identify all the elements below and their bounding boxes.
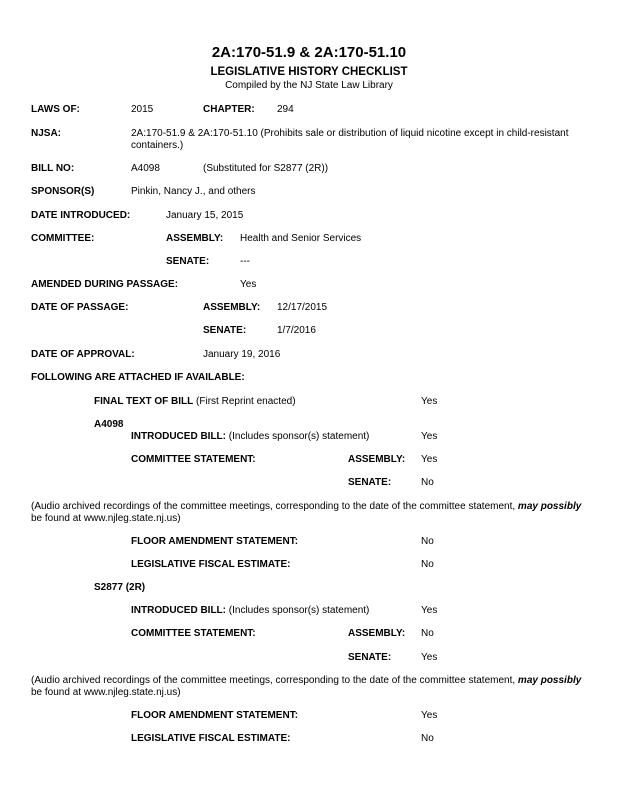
bill-b-audio-note-emphasis: may possibly [517,675,582,686]
bill-no-value: A4098 [131,163,160,174]
approval-value: January 19, 2016 [203,349,281,360]
bill-a-floor-label: FLOOR AMENDMENT STATEMENT: [131,536,299,547]
bill-no-substituted: (Substituted for S2877 (2R)) [203,163,329,174]
final-text-note: (First Reprint enacted) [196,396,296,407]
bill-b-introduced-note: (Includes sponsor(s) statement) [228,605,370,616]
bill-a-audio-note-text: (Audio archived recordings of the committee meetings, corresponding to the date of the committee statement, [31,501,516,512]
bill-b-senate-label: SENATE: [348,652,392,663]
final-text-label: FINAL TEXT OF BILL [94,396,194,407]
bill-a-senate-label: SENATE: [348,477,392,488]
bill-b-senate-value: Yes [421,652,438,663]
bill-b-floor-label: FLOOR AMENDMENT STATEMENT: [131,710,299,721]
njsa-label: NJSA: [31,128,62,139]
committee-senate-label: SENATE: [166,256,210,267]
chapter-value: 294 [277,104,294,115]
passage-assembly-value: 12/17/2015 [277,302,328,313]
bill-a-introduced-row [131,431,369,443]
bill-a-assembly-value: Yes [421,454,438,465]
date-introduced-label: DATE INTRODUCED: [31,210,131,221]
date-introduced-value: January 15, 2015 [166,210,244,221]
committee-senate-value: --- [240,256,250,267]
amended-value: Yes [240,279,257,290]
page-title: 2A:170-51.9 & 2A:170-51.10 [211,44,407,61]
bill-a-committee-statement-label: COMMITTEE STATEMENT: [131,454,256,465]
bill-b-introduced-label: INTRODUCED BILL: [131,605,226,616]
amended-label: AMENDED DURING PASSAGE: [31,279,179,290]
bill-a-assembly-label: ASSEMBLY: [348,454,406,465]
passage-label: DATE OF PASSAGE: [31,302,129,313]
bill-b-audio-note-line1 [31,675,581,687]
njsa-value: 2A:170-51.9 & 2A:170-51.10 (Prohibits sale or distribution of liquid nicotine except in child-resistant containers.) [131,128,569,151]
bill-b-assembly-value: No [421,628,434,639]
passage-senate-value: 1/7/2016 [277,325,316,336]
final-text-row [94,396,296,408]
bill-b-committee-statement-label: COMMITTEE STATEMENT: [131,628,256,639]
bill-b-number: S2877 (2R) [94,582,146,593]
bill-b-audio-note-text: (Audio archived recordings of the committee meetings, corresponding to the date of the committee statement, [31,675,516,686]
committee-assembly-value: Health and Senior Services [240,233,362,244]
laws-of-value: 2015 [131,104,154,115]
committee-assembly-label: ASSEMBLY: [166,233,224,244]
bill-b-introduced-row [131,605,369,617]
bill-a-audio-note-line1 [31,501,581,513]
passage-senate-label: SENATE: [203,325,247,336]
bill-b-fiscal-value: No [421,733,434,744]
approval-label: DATE OF APPROVAL: [31,349,135,360]
compiled-by: Compiled by the NJ State Law Library [225,80,393,91]
passage-assembly-label: ASSEMBLY: [203,302,261,313]
bill-a-fiscal-value: No [421,559,434,570]
bill-a-fiscal-label: LEGISLATIVE FISCAL ESTIMATE: [131,559,291,570]
committee-label: COMMITTEE: [31,233,95,244]
bill-b-introduced-value: Yes [421,605,438,616]
sponsors-value: Pinkin, Nancy J., and others [131,186,256,197]
bill-b-floor-value: Yes [421,710,438,721]
sponsors-label: SPONSOR(S) [31,186,95,197]
bill-b-fiscal-label: LEGISLATIVE FISCAL ESTIMATE: [131,733,291,744]
page-subtitle: LEGISLATIVE HISTORY CHECKLIST [210,66,408,78]
bill-no-label: BILL NO: [31,163,75,174]
bill-a-audio-note-emphasis: may possibly [517,501,582,512]
laws-of-label: LAWS OF: [31,104,80,115]
bill-a-senate-value: No [421,477,434,488]
final-text-value: Yes [421,396,438,407]
bill-a-introduced-label: INTRODUCED BILL: [131,431,226,442]
bill-a-introduced-value: Yes [421,431,438,442]
bill-b-assembly-label: ASSEMBLY: [348,628,406,639]
bill-a-floor-value: No [421,536,434,547]
bill-a-introduced-note: (Includes sponsor(s) statement) [228,431,370,442]
chapter-label: CHAPTER: [203,104,255,115]
bill-b-audio-note-line2: be found at www.njleg.state.nj.us) [31,687,181,698]
bill-a-number: A4098 [94,419,124,430]
attached-heading: FOLLOWING ARE ATTACHED IF AVAILABLE: [31,372,245,383]
bill-a-audio-note-line2: be found at www.njleg.state.nj.us) [31,513,181,524]
